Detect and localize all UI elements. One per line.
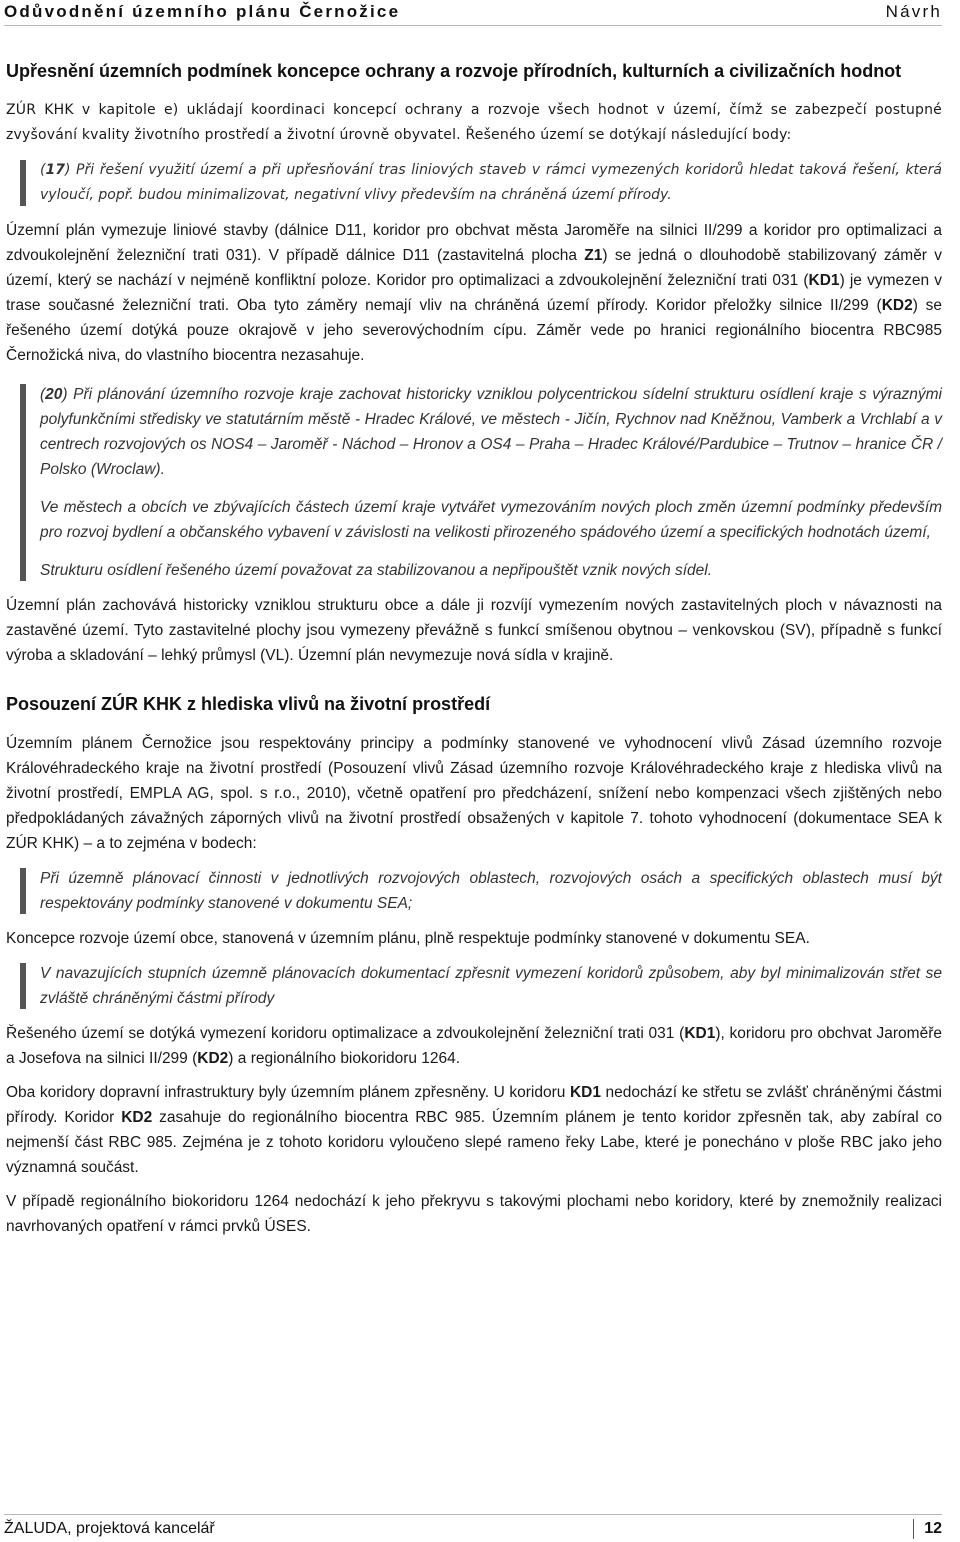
quote-bod-20	[20, 382, 942, 583]
text-run: ) a regionálního biokoridoru 1264.	[228, 1050, 461, 1067]
quote-text: Při řešení využití území a při upřesňování tras liniových staveb v rámci vymezených koridorů hledat taková řešení, která vyloučí, popř. budou minimalizovat, negativní vlivy především na chráněná území přírody.	[40, 162, 942, 203]
quote-paragraph: Strukturu osídlení řešeného území považovat za stabilizovanou a nepřipouštět vznik nových sídel.	[40, 562, 713, 579]
code-kd1: KD1	[684, 1025, 716, 1042]
code-kd1: KD1	[569, 1084, 601, 1101]
paragraph-zpresneni-koridoru	[6, 1080, 942, 1180]
text-run: Řešeného území se dotýká vymezení koridoru optimalizace a zdvoukolejnění železniční trati 031 (	[6, 1025, 685, 1042]
code-kd2: KD2	[197, 1050, 229, 1067]
page-content	[6, 58, 942, 1239]
paragraph-koridory-dotyk	[6, 1021, 942, 1071]
paragraph-koncepce-rozvoje: Koncepce rozvoje území obce, stanovená v územním plánu, plně respektuje podmínky stanovené v dokumentu SEA.	[6, 930, 810, 947]
section-heading-sea: Posouzení ZÚR KHK z hlediska vlivů na životní prostředí	[6, 694, 491, 714]
text-run: ), koridoru pro obchvat Jaroměře a Josefova na silnici II/299 (	[6, 1025, 942, 1067]
paragraph-struktura-obce: Územní plán zachovává historicky vzniklou strukturu obce a dále ji rozvíjí vymezením nových zastavitelných ploch v návaznosti na zastavěné území. Tyto zastavitelné plochy jsou vymezeny převážně s funkcí smíšenou obytnou – venkovskou (SV), případně s funkcí výroba a skladování – lehký průmysl (VL). Územní plán nevymezuje nová sídla v krajině.	[6, 597, 942, 664]
bod-number: 20	[45, 386, 63, 403]
section-heading-hodnoty: Upřesnění územních podmínek koncepce ochrany a rozvoje přírodních, kulturních a civilizačních hodnot	[6, 61, 902, 81]
text-run: ) je vymezen v trase současné železniční trati. Oba tyto záměry nemají vliv na chráněná území přírody. Koridor přeložky silnice II/299 (	[6, 272, 942, 314]
running-header	[4, 0, 942, 26]
footer-company: ŽALUDA, projektová kancelář	[4, 1519, 215, 1537]
text-run: zasahuje do regionálního biocentra RBC 985. Územním plánem je tento koridor zpřesněn tak, aby zabíral co nejmenší část RBC 985. Zejména je z tohoto koridoru vyloučeno slepé rameno řeky Labe, které je ponecháno v ploše RBC jako jeho významná součást.	[6, 1109, 942, 1176]
quote-bod-17	[20, 158, 942, 208]
code-kd2: KD2	[121, 1109, 153, 1126]
text-run: Oba koridory dopravní infrastruktury byly územním plánem zpřesněny. U koridoru	[6, 1084, 570, 1101]
code-kd1: KD1	[808, 272, 840, 289]
code-kd2: KD2	[881, 297, 913, 314]
quote-paragraph: (20) Při plánování územního rozvoje kraje zachovat historicky vzniklou polycentrickou sídelní strukturu osídlení kraje s výraznými polyfunkčními středisky ve statutárním městě - Hradec Králové, ve městech - Jičín, Rychnov nad Kněžnou, Vamberk a Vrchlabí a v centrech rozvojových os NOS4 – Jaroměř - Náchod – Hronov a OS4 – Praha – Hradec Králové/Pardubice – Trutnov – hranice ČR / Polsko (Wroclaw).	[40, 386, 942, 478]
quote-paragraph: (17) Při řešení využití území a při upřesňování tras liniových staveb v rámci vymezených koridorů hledat taková řešení, která vyloučí, popř. budou minimalizovat, negativní vlivy především na chráněná území přírody.	[40, 162, 942, 203]
bod-number: 17	[45, 162, 65, 178]
quote-text: Při plánování územního rozvoje kraje zachovat historicky vzniklou polycentrickou sídelní strukturu osídlení kraje s výraznými polyfunkčními středisky ve statutárním městě - Hradec Králové, ve městech - Jičín, Rychnov nad Kněžnou, Vamberk a Vrchlabí a v centrech rozvojových os NOS4 – Jaroměř - Náchod – Hronov a OS4 – Praha – Hradec Králové/Pardubice – Trutnov – hranice ČR / Polsko (Wroclaw).	[40, 386, 942, 478]
document-status: Návrh	[885, 2, 942, 21]
page-number: 12	[913, 1519, 942, 1539]
quote-paragraph: Ve městech a obcích ve zbývajících částech území kraje vytvářet vymezováním nových ploch změn územní podmínky především pro rozvoj bydlení a občanského vybavení v závislosti na velikosti přirozeného spádového území a specifických hodnotách území,	[40, 499, 942, 541]
text-run: ) se jedná o dlouhodobě stabilizovaný záměr v území, který se nachází v nejméně konfliktní poloze. Koridor pro optimalizaci a zdvoukolejnění železniční trati 031 (	[6, 247, 942, 289]
quote-zpresneni-koridoru	[20, 961, 942, 1011]
paragraph-liniove-stavby	[6, 218, 942, 368]
quote-paragraph: Při územně plánovací činnosti v jednotlivých rozvojových oblastech, rozvojových osách a specifických oblastech musí být respektovány podmínky stanovené v dokumentu SEA;	[40, 870, 942, 912]
quote-sea-podminky	[20, 866, 942, 916]
document-title: Odůvodnění územního plánu Černožice	[4, 2, 401, 21]
text-run: ) se řešeného území dotýká pouze okrajově v jeho severovýchodním cípu. Záměr vede po hranici regionálního biocentra RBC985 Černožická niva, do vlastního biocentra nezasahuje.	[6, 297, 942, 364]
paragraph-intro: ZÚR KHK v kapitole e) ukládají koordinaci koncepcí ochrany a rozvoje všech hodnot v území, čímž se zabezpečí postupné zvyšování kvality životního prostředí a životní úrovně obyvatel. Řešeného území se dotýkají následující body:	[6, 102, 942, 143]
running-footer	[4, 1514, 942, 1542]
quote-paragraph: V navazujících stupních územně plánovacích dokumentací zpřesnit vymezení koridorů způsobem, aby byl minimalizován střet se zvláště chráněnými částmi přírody	[40, 965, 942, 1007]
paragraph-biokoridor: V případě regionálního biokoridoru 1264 nedochází k jeho překryvu s takovými plochami nebo koridory, které by znemožnily realizaci navrhovaných opatření v rámci prvků ÚSES.	[6, 1193, 942, 1235]
paragraph-respektovani-principu: Územním plánem Černožice jsou respektovány principy a podmínky stanovené ve vyhodnocení vlivů Zásad územního rozvoje Královéhradeckého kraje na životní prostředí (Posouzení vlivů Zásad územního rozvoje Královéhradeckého kraje z hlediska vlivů na životní prostředí, EMPLA AG, spol. s r.o., 2010), včetně opatření pro předcházení, snížení nebo kompenzaci všech zjištěných nebo předpokládaných závažných záporných vlivů na životní prostředí obsažených v kapitole 7. tohoto vyhodnocení (dokumentace SEA k ZÚR KHK) – a to zejména v bodech:	[6, 735, 942, 852]
text-run: Územní plán vymezuje liniové stavby (dálnice D11, koridor pro obchvat města Jaroměře na silnici II/299 a koridor pro optimalizaci a zdvoukolejnění železniční trati 031). V případě dálnice D11 (zastavitelná plocha	[6, 222, 942, 264]
text-run: nedochází ke střetu se zvlášť chráněnými částmi přírody. Koridor	[6, 1084, 942, 1126]
code-z1: Z1	[584, 247, 603, 264]
